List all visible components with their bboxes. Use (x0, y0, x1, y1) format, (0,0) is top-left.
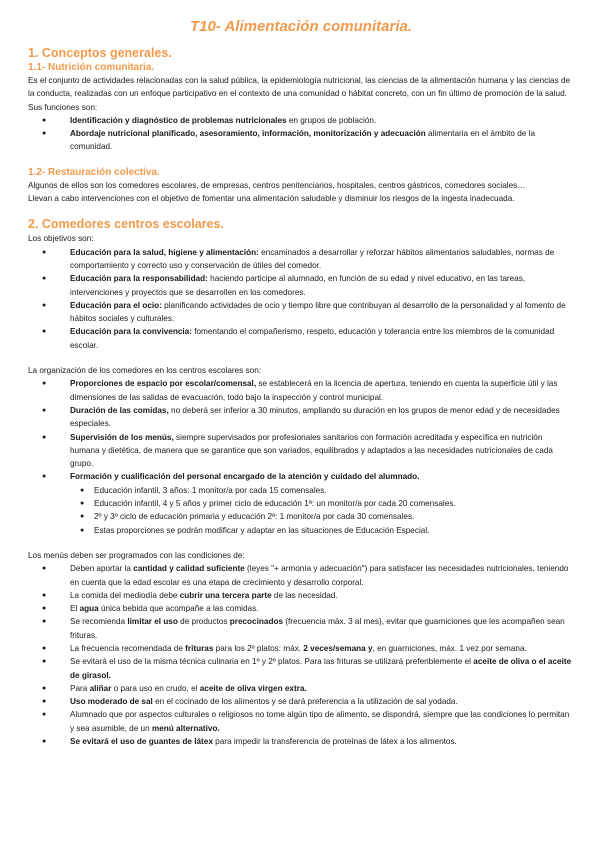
list-item: ● Para aliñar o para uso en crudo, el aceite de oliva virgen extra. (70, 682, 574, 695)
organization-intro: La organización de los comedores en los centros escolares son: (28, 366, 262, 376)
list-item: ● Se evitará el uso de guantes de látex para impedir la transferencia de proteínas de látex a los alimentos. (70, 735, 574, 748)
staff-ratio-list (70, 484, 574, 537)
paragraph: Algunos de ellos son los comedores escolares, de empresas, centros penitenciarios, hospitales, centros gástricos, comedores sociales… (28, 180, 526, 190)
list-item: ● Estas proporciones se podrán modificar y adaptar en las situaciones de Educación Especial. (94, 524, 574, 537)
list-item: ● Se evitará el uso de la misma técnica culinaria en 1º y 2º platos. Para las frituras se utilizará preferiblemente el aceite de oliva o el aceite de girasol. (70, 655, 574, 682)
list-item: ● Uso moderado de sal en el cocinado de los alimentos y se dará preferencia a la utilización de sal yodada. (70, 695, 574, 708)
list-item: ● Abordaje nutricional planificado, asesoramiento, información, monitorización y adecuación alimentaria en el ámbito de la comunidad. (70, 127, 574, 154)
list-item: ● Educación para la convivencia: fomentando el compañerismo, respeto, educación y tolerancia entre los miembros de la comunidad escolar. (70, 325, 574, 352)
menus-list (28, 562, 574, 748)
document-title: T10- Alimentación comunitaria. (190, 18, 412, 35)
list-item: ● Educación para la salud, higiene y alimentación: encaminados a desarrollar y reforzar hábitos alimentarios saludables, normas de comportamiento y correcto uso y conservación de útiles del comedor. (70, 246, 574, 273)
list-item: ● Duración de las comidas, no deberá ser inferior a 30 minutos, ampliando su duración en los grupos de menor edad y de necesidades especiales. (70, 404, 574, 431)
list-item: ● Educación para la responsabilidad: haciendo participe al alumnado, en función de su edad y nivel educativo, en las tareas, intervenciones y proyectos que se desarrollen en los comedores. (70, 272, 574, 299)
list-item: ● Educación infantil, 3 años: 1 monitor/a por cada 15 comensales. (94, 484, 574, 497)
list-item: ● La frecuencia recomendada de frituras para los 2º platos: máx. 2 veces/semana y, en guarniciones, máx. 1 vez por semana. (70, 642, 574, 655)
list-item: ● Proporciones de espacio por escolar/comensal, se establecerá en la licencia de apertura, teniendo en cuenta la superficie útil y las dimensiones de las salidas de evacuación, todo bajo la inspección y control municipal. (70, 377, 574, 404)
list-item: ● Se recomienda limitar el uso de productos precocinados (frecuencia máx. 3 al mes), evitar que guarniciones que les acompañen sean frituras. (70, 615, 574, 642)
list-item: ● Supervisión de los menús, siempre supervisados por profesionales sanitarios con formación acreditada y específica en nutrición humana y dietética, de manera que se garantice que son variados, equilibrados y adaptados a las necesidades nutricionales de cada grupo. (70, 431, 574, 471)
list-item: ● Educación infantil, 4 y 5 años y primer ciclo de educación 1ª: un monitor/a por cada 20 comensales. (94, 497, 574, 510)
section-1-heading: 1. Conceptos generales. (28, 46, 172, 60)
list-item: ● La comida del mediodía debe cubrir una tercera parte de las necesidad. (70, 589, 574, 602)
objectives-list (28, 246, 574, 352)
list-item: ● El agua única bebida que acompañe a las comidas. (70, 602, 574, 615)
list-item: ● Alumnado que por aspectos culturales o religiosos no tome algún tipo de alimento, se dispondrá, siempre que las condiciones lo permitan y sea asumible, de un menú alternativo. (70, 708, 574, 735)
section-2-heading: 2. Comedores centros escolares. (28, 217, 224, 232)
list-item: ● Identificación y diagnóstico de problemas nutricionales en grupos de población. (70, 114, 574, 127)
list-item: ● 2º y 3º ciclo de educación primaria y educación 2ª: 1 monitor/a por cada 30 comensales. (94, 510, 574, 523)
list-item: ● Formación y cualificación del personal encargado de la atención y cuidado del alumnado. ● Educación infantil, 3 años: 1 monitor/a por cada 15 comensales. ● Educación infantil, 4 y 5 años y primer ciclo de educación 1ª: un monitor/a por cada 20 comensales. ● 2º y 3º ciclo de educación primaria y educación 2ª: 1 monitor/a por cada 30 comensales. ● Estas proporciones se podrán modificar y adaptar en las situaciones de Educación Especial. (70, 470, 574, 536)
functions-list (28, 114, 574, 154)
paragraph: Llevan a cabo intervenciones con el objetivo de fomentar una alimentación saludable y disminuir los riesgos de la ingesta inadecuada. (28, 194, 515, 204)
organization-list (28, 377, 574, 537)
subsection-1-1-intro: Es el conjunto de actividades relacionadas con la salud pública, la epidemiología nutricional, las ciencias de la alimentación humana y las ciencias de la conducta, realizadas con un enfoque participativo en el contexto de una comunidad o hábitat concreto, con un fin último de promoción de la salud. Sus funciones son: (28, 76, 571, 112)
list-item: ● Educación para el ocio: planificando actividades de ocio y tiempo libre que contribuyan al desarrollo de la personalidad y al fomento de hábitos sociales y culturales. (70, 299, 574, 326)
list-item: ● Deben aportar la cantidad y calidad suficiente (leyes "+ armonía y adecuación") para satisfacer las necesidades nutricionales, teniendo en cuenta que la edad escolar es una etapa de crecimiento y desarrollo corporal. (70, 562, 574, 589)
objectives-intro: Los objetivos son: (28, 234, 94, 244)
subsection-1-2-heading: 1.2- Restauración colectiva. (28, 166, 160, 178)
subsection-1-1-heading: 1.1- Nutrición comunitaria. (28, 62, 155, 73)
menus-intro: Los menús deben ser programados con las condiciones de: (28, 550, 245, 560)
